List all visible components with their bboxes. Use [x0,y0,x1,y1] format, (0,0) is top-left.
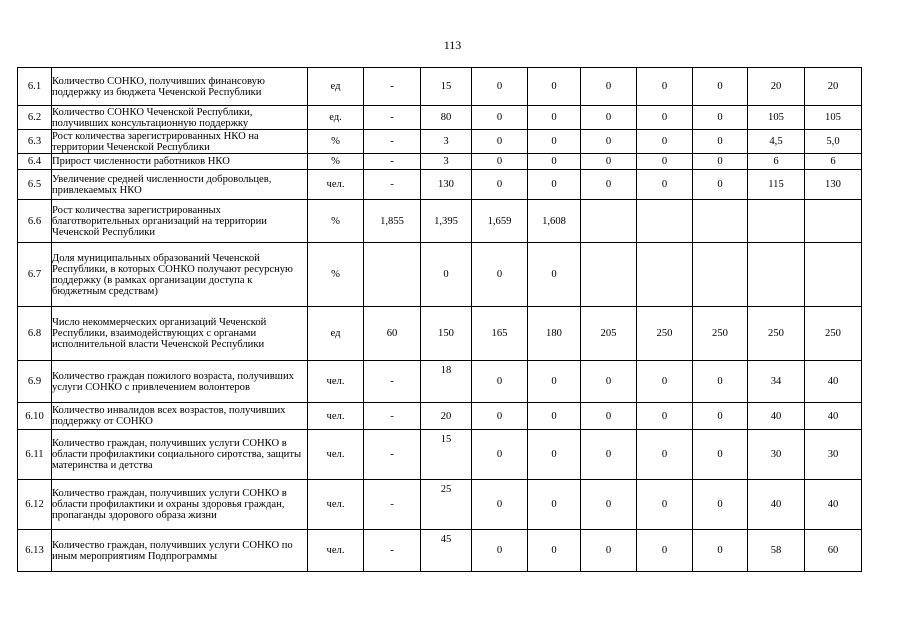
value-cell: 0 [693,480,748,530]
unit-cell: чел. [308,361,364,403]
value-cell: 0 [581,68,637,106]
value-cell: 1,395 [421,200,472,243]
value-cell: 0 [693,130,748,154]
indicator-name: Количество СОНКО, получивших финансовую поддержку из бюджета Чеченской Республики [52,68,308,106]
value-cell: 0 [528,130,581,154]
value-cell: 0 [637,480,693,530]
row-number: 6.1 [18,68,52,106]
value-cell: 250 [693,307,748,361]
value-cell: 0 [581,154,637,170]
value-cell: 0 [528,403,581,430]
value-cell: 205 [581,307,637,361]
row-number: 6.5 [18,170,52,200]
value-cell: 0 [637,403,693,430]
value-cell: 0 [528,530,581,572]
value-cell: 0 [472,130,528,154]
value-cell: 0 [693,430,748,480]
unit-cell: чел. [308,530,364,572]
value-cell [748,200,805,243]
value-cell: 250 [805,307,862,361]
table-row [18,430,862,480]
value-cell: 0 [472,243,528,307]
value-cell: 20 [805,68,862,106]
value-cell: 250 [748,307,805,361]
value-cell: 0 [693,361,748,403]
table-row [18,530,862,572]
table-row [18,361,862,403]
row-number: 6.3 [18,130,52,154]
indicator-name: Количество граждан пожилого возраста, получивших услуги СОНКО с привлечением волонтеров [52,361,308,403]
value-cell: 30 [805,430,862,480]
unit-cell: чел. [308,170,364,200]
value-cell: 1,855 [364,200,421,243]
table-row [18,200,862,243]
table-row [18,480,862,530]
value-cell: 3 [421,130,472,154]
table-row [18,130,862,154]
value-cell: 165 [472,307,528,361]
value-cell: 115 [748,170,805,200]
value-cell: 20 [421,403,472,430]
unit-cell: чел. [308,403,364,430]
row-number: 6.10 [18,403,52,430]
table-row [18,154,862,170]
unit-cell: % [308,200,364,243]
value-cell: 105 [805,106,862,130]
value-cell: 0 [528,480,581,530]
value-cell: 0 [693,530,748,572]
value-cell: 40 [748,480,805,530]
row-number: 6.8 [18,307,52,361]
value-cell: 0 [528,243,581,307]
value-cell: 40 [748,403,805,430]
unit-cell: % [308,154,364,170]
value-cell: 60 [364,307,421,361]
row-number: 6.7 [18,243,52,307]
value-cell: 0 [693,68,748,106]
value-cell: - [364,403,421,430]
unit-cell: чел. [308,430,364,480]
value-cell: 0 [637,170,693,200]
row-number: 6.13 [18,530,52,572]
value-cell: 0 [581,480,637,530]
table-row [18,243,862,307]
value-cell [805,200,862,243]
unit-cell: ед [308,307,364,361]
value-cell: 0 [637,68,693,106]
unit-cell: % [308,243,364,307]
value-cell: - [364,106,421,130]
value-cell: 0 [693,403,748,430]
value-cell: 0 [472,361,528,403]
value-cell: 0 [528,106,581,130]
value-cell: - [364,430,421,480]
value-cell: 0 [472,154,528,170]
value-cell: - [364,170,421,200]
value-cell: 6 [748,154,805,170]
value-cell: 40 [805,403,862,430]
value-cell: 40 [805,480,862,530]
value-cell: 0 [472,403,528,430]
table-row [18,170,862,200]
value-cell: 0 [472,530,528,572]
indicators-table [17,67,862,572]
row-number: 6.6 [18,200,52,243]
table-row [18,68,862,106]
value-cell [693,243,748,307]
row-number: 6.9 [18,361,52,403]
value-cell: 180 [528,307,581,361]
value-cell: 58 [748,530,805,572]
indicator-name: Количество граждан, получивших услуги СОНКО в области профилактики социального сиротства, защиты материнства и детства [52,430,308,480]
indicator-name: Доля муниципальных образований Чеченской Республики, в которых СОНКО получают ресурсную поддержку (в рамках организации доступа к бюджетным средствам) [52,243,308,307]
value-cell: 0 [637,130,693,154]
value-cell: 34 [748,361,805,403]
indicator-name: Увеличение средней численности добровольцев, привлекаемых НКО [52,170,308,200]
table-row [18,106,862,130]
unit-cell: чел. [308,480,364,530]
value-cell: 0 [472,106,528,130]
indicator-name: Рост количества зарегистрированных благотворительных организаций на территории Чеченской Республики [52,200,308,243]
value-cell [581,243,637,307]
unit-cell: ед [308,68,364,106]
indicator-name: Количество инвалидов всех возрастов, получивших поддержку от СОНКО [52,403,308,430]
value-cell: 4,5 [748,130,805,154]
value-cell: 130 [805,170,862,200]
value-cell: 15 [421,430,472,480]
value-cell: 80 [421,106,472,130]
value-cell: 150 [421,307,472,361]
value-cell: - [364,480,421,530]
value-cell [364,243,421,307]
value-cell [637,200,693,243]
row-number: 6.11 [18,430,52,480]
value-cell: 0 [581,430,637,480]
value-cell: 0 [421,243,472,307]
value-cell: 105 [748,106,805,130]
indicator-name: Количество граждан, получивших услуги СОНКО в области профилактики и охраны здоровья граждан, пропаганды здорового образа жизни [52,480,308,530]
value-cell: 6 [805,154,862,170]
table-row [18,403,862,430]
value-cell: 60 [805,530,862,572]
value-cell: 5,0 [805,130,862,154]
value-cell: 0 [528,430,581,480]
value-cell: 1,659 [472,200,528,243]
value-cell: 1,608 [528,200,581,243]
value-cell: - [364,68,421,106]
value-cell: 0 [581,130,637,154]
value-cell: 0 [637,154,693,170]
value-cell [693,200,748,243]
value-cell: 250 [637,307,693,361]
value-cell: 0 [581,106,637,130]
row-number: 6.4 [18,154,52,170]
value-cell: 25 [421,480,472,530]
indicator-name: Прирост численности работников НКО [52,154,308,170]
value-cell: 0 [472,480,528,530]
page-number: 113 [443,38,462,52]
value-cell: 45 [421,530,472,572]
value-cell: 0 [528,361,581,403]
value-cell: - [364,154,421,170]
value-cell: 40 [805,361,862,403]
value-cell: 0 [637,106,693,130]
value-cell [805,243,862,307]
value-cell: 0 [472,170,528,200]
value-cell: 0 [637,430,693,480]
indicator-name: Количество граждан, получивших услуги СОНКО по иным мероприятиям Подпрограммы [52,530,308,572]
value-cell: 130 [421,170,472,200]
value-cell: 0 [581,530,637,572]
value-cell: 15 [421,68,472,106]
value-cell: 0 [581,403,637,430]
value-cell: 0 [693,106,748,130]
value-cell: 0 [472,430,528,480]
value-cell [748,243,805,307]
indicator-name: Рост количества зарегистрированных НКО на территории Чеченской Республики [52,130,308,154]
value-cell: 0 [528,154,581,170]
value-cell: - [364,530,421,572]
unit-cell: % [308,130,364,154]
value-cell: 0 [693,170,748,200]
value-cell: 0 [581,361,637,403]
value-cell: 0 [528,170,581,200]
value-cell: 0 [693,154,748,170]
value-cell: 18 [421,361,472,403]
value-cell: 0 [472,68,528,106]
row-number: 6.12 [18,480,52,530]
value-cell: 0 [637,361,693,403]
value-cell [581,200,637,243]
value-cell: 0 [581,170,637,200]
table-row [18,307,862,361]
unit-cell: ед. [308,106,364,130]
indicator-name: Количество СОНКО Чеченской Республики, получивших консультационную поддержку [52,106,308,130]
row-number: 6.2 [18,106,52,130]
value-cell: 3 [421,154,472,170]
value-cell: 20 [748,68,805,106]
value-cell: 30 [748,430,805,480]
value-cell: - [364,361,421,403]
value-cell: - [364,130,421,154]
indicator-name: Число некоммерческих организаций Чеченской Республики, взаимодействующих с органами исполнительной власти Чеченской Республики [52,307,308,361]
value-cell [637,243,693,307]
value-cell: 0 [637,530,693,572]
value-cell: 0 [528,68,581,106]
